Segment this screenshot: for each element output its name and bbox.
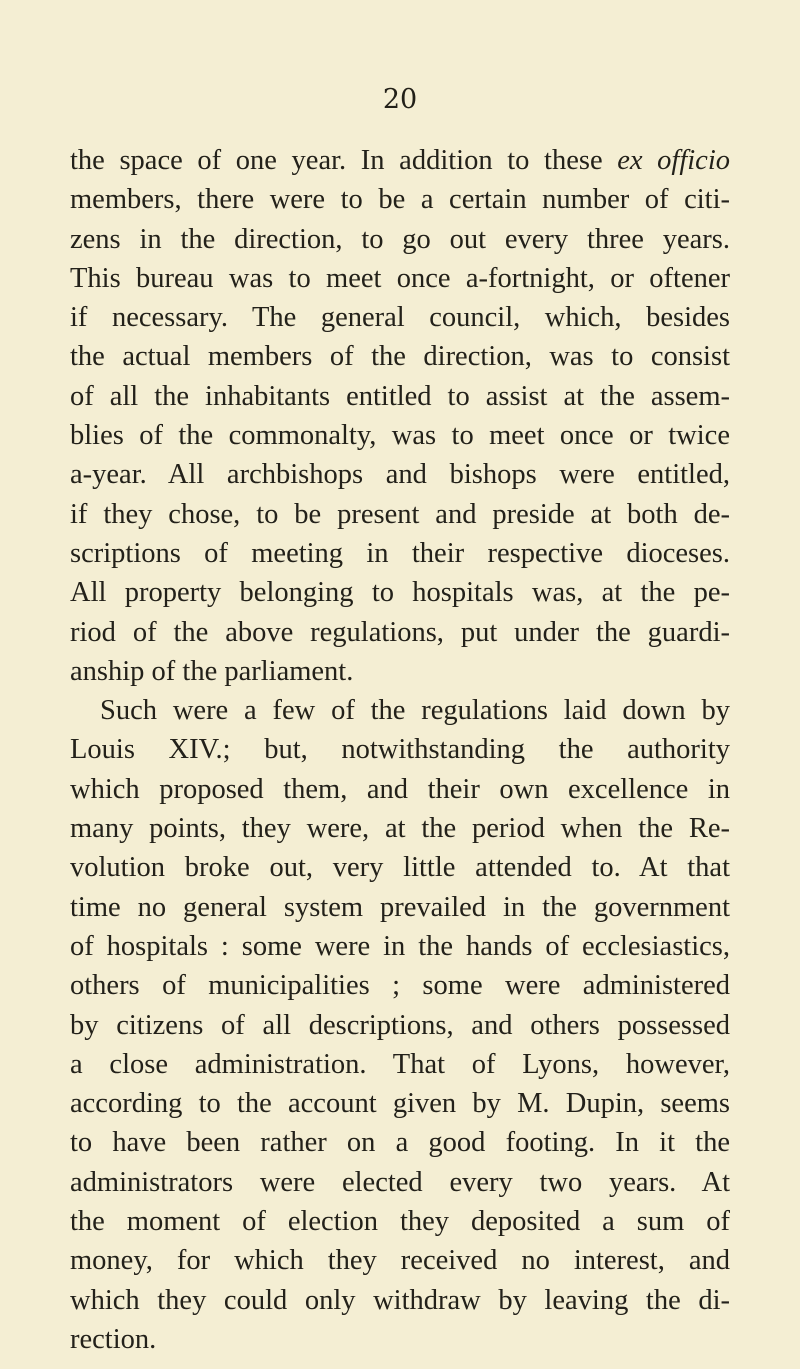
text-line [70, 1163, 730, 1202]
text-segment: All property belonging to hospitals was, at the pe- [70, 577, 730, 609]
text-line [70, 966, 730, 1005]
text-line [70, 691, 730, 730]
text-line [70, 180, 730, 219]
text-segment: if they chose, to be present and preside at both de- [70, 498, 730, 530]
text-line [70, 848, 730, 887]
text-segment: time no general system prevailed in the government [70, 891, 730, 923]
text-segment: scriptions of meeting in their respective dioceses. [70, 537, 730, 569]
text-line [70, 809, 730, 848]
text-line [70, 534, 730, 573]
text-line [70, 1084, 730, 1123]
text-line [70, 298, 730, 337]
text-line [70, 927, 730, 966]
text-segment: if necessary. The general council, which, besides [70, 302, 730, 334]
text-segment: according to the account given by M. Dupin, seems [70, 1088, 730, 1120]
text-segment: volution broke out, very little attended to. At that [70, 852, 730, 884]
text-segment: by citizens of all descriptions, and others possessed [70, 1009, 730, 1041]
text-segment: the space of one year. In addition to these [70, 145, 618, 176]
text-line [70, 1241, 730, 1280]
text-segment: of all the inhabitants entitled to assist at the assem- [70, 380, 730, 412]
text-line [70, 888, 730, 927]
text-segment: Such were a few of the regulations laid down by [100, 695, 730, 727]
text-segment: which proposed them, and their own excellence in [70, 773, 730, 805]
text-segment: the moment of election they deposited a sum of [70, 1206, 730, 1238]
text-segment: of hospitals : some were in the hands of ecclesiastics, [70, 930, 730, 962]
text-line [70, 1202, 730, 1241]
page-number: 20 [382, 84, 418, 115]
text-segment: members, there were to be a certain number of citi- [70, 184, 730, 216]
text-segment: administrators were elected every two years. At [70, 1166, 730, 1198]
text-line [70, 1045, 730, 1084]
text-segment: zens in the direction, to go out every three years. [70, 223, 730, 255]
text-line [70, 495, 730, 534]
text-line [70, 337, 730, 376]
text-segment: which they could only withdraw by leaving the di- [70, 1284, 730, 1316]
italic-phrase: ex officio [617, 145, 730, 176]
body-text [70, 141, 730, 1359]
text-segment: blies of the commonalty, was to meet once or twice [70, 420, 730, 452]
text-segment: riod of the above regulations, put under the guardi- [70, 616, 730, 648]
text-segment: Louis XIV.; but, notwithstanding the authority [70, 734, 730, 766]
text-segment: a-year. All archbishops and bishops were entitled, [70, 459, 730, 491]
text-line [70, 1123, 730, 1162]
text-line [70, 259, 730, 298]
text-segment: the actual members of the direction, was to consist [70, 341, 730, 373]
text-line [70, 220, 730, 259]
text-line [70, 377, 730, 416]
text-segment: a close administration. That of Lyons, however, [70, 1048, 730, 1080]
text-line [70, 770, 730, 809]
paragraph [70, 691, 730, 1359]
text-line [70, 1281, 730, 1320]
text-line [70, 1320, 730, 1359]
text-segment: money, for which they received no interest, and [70, 1245, 730, 1277]
text-line [70, 1006, 730, 1045]
text-segment: others of municipalities ; some were administered [70, 970, 730, 1002]
text-segment: anship of the parliament. [70, 655, 354, 687]
text-line [70, 652, 730, 691]
text-line [70, 455, 730, 494]
text-line [70, 730, 730, 769]
text-line [70, 141, 730, 180]
text-segment: many points, they were, at the period when the Re- [70, 813, 730, 845]
text-line [70, 573, 730, 612]
text-line [70, 416, 730, 455]
text-segment: This bureau was to meet once a-fortnight, or oftener [70, 262, 730, 294]
paragraph [70, 141, 730, 691]
text-line [70, 613, 730, 652]
text-segment: to have been rather on a good footing. In it the [70, 1127, 730, 1159]
text-segment: rection. [70, 1323, 157, 1355]
